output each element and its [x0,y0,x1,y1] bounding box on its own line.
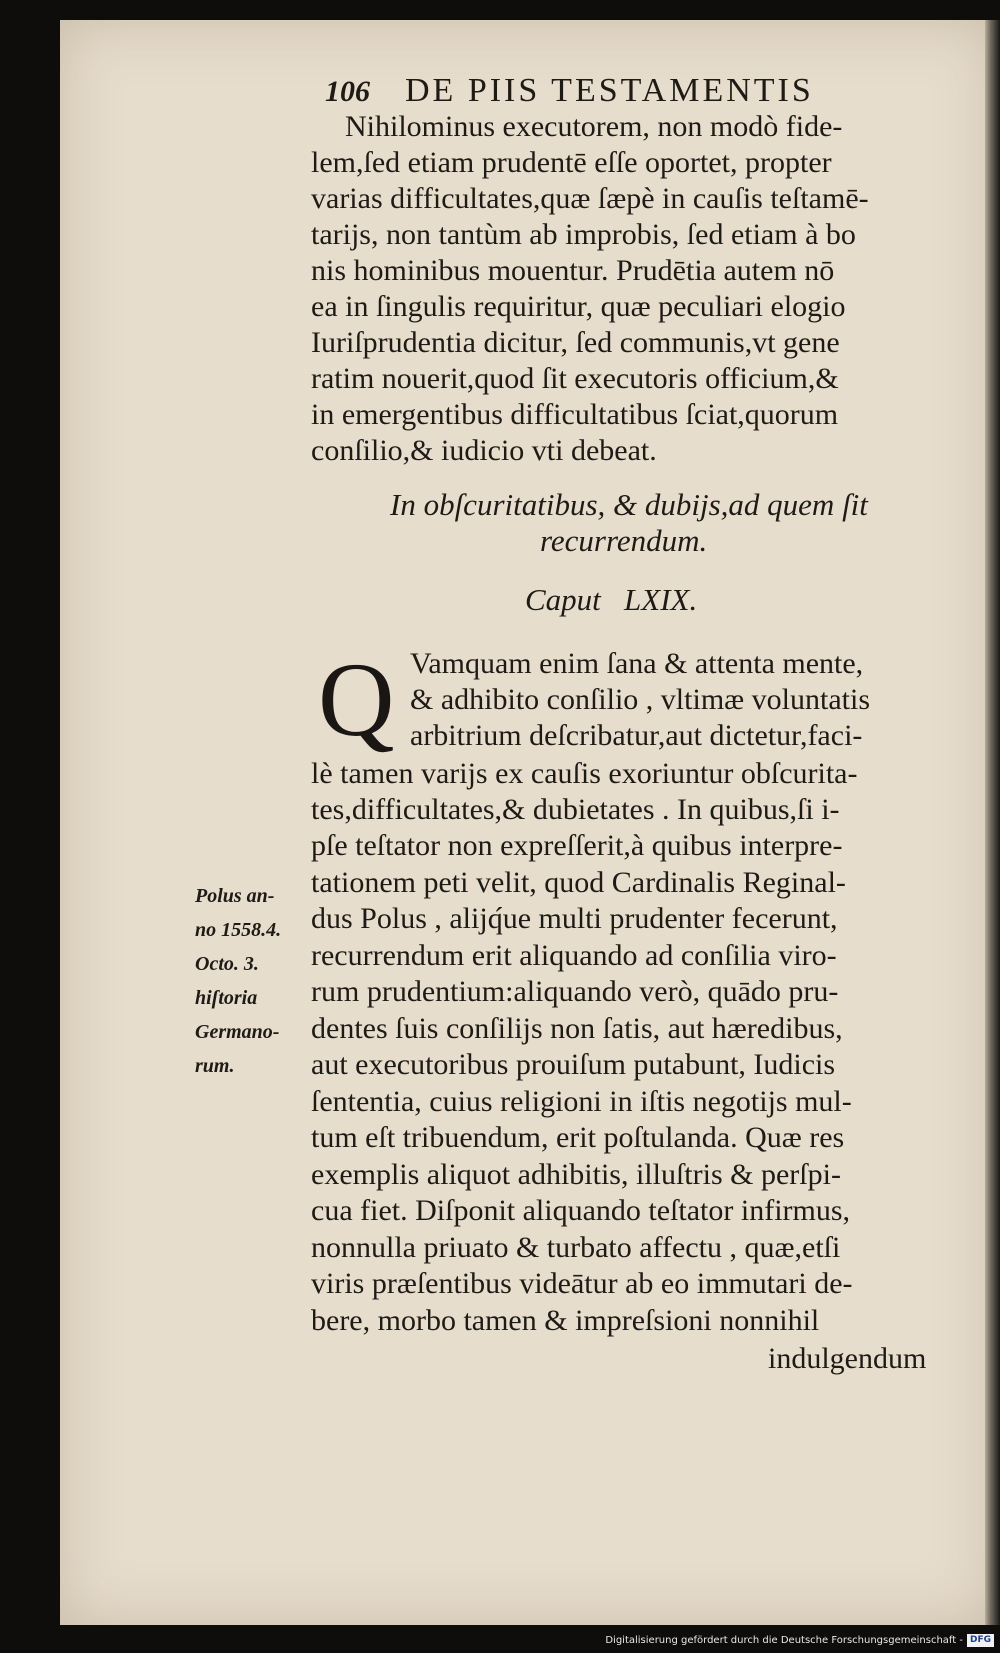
text-line: & adhibito conſilio , vltimæ voluntatis [410,683,870,716]
text-line: nis hominibus mouentur. Prudētia autem nō [311,254,835,287]
text-line: cua fiet. Diſponit aliquando teſtator infirmus, [311,1194,851,1227]
marginal-note-line: hiſtoria [195,987,258,1009]
text-line: dentes ſuis conſilijs non ſatis, aut hæredibus, [311,1012,843,1045]
marginal-note-line: rum. [195,1055,235,1077]
text-line: Vamquam enim ſana & attenta mente, [410,647,864,680]
text-line: dus Polus , alijq́ue multi prudenter fecerunt, [311,902,838,935]
text-line: nonnulla priuato & turbato affectu , quæ,etſi [311,1231,841,1264]
page-number: 106 [325,75,370,108]
text-line: exemplis aliquot adhibitis, illuſtris & perſpi- [311,1158,841,1191]
text-line: rum prudentium:aliquando verò, quādo pru- [311,975,839,1008]
marginal-note-line: Polus an- [195,885,275,907]
page-edge [985,20,1000,1625]
text-line: conſilio,& iudicio vti debeat. [311,434,657,467]
text-line: lem,ſed etiam prudentē eſſe oportet, propter [311,146,832,179]
text-line: recurrendum erit aliquando ad conſilia viro- [311,939,837,972]
text-line: aut executoribus prouiſum putabunt, Iudicis [311,1048,836,1081]
text-line: pſe teſtator non expreſſerit,à quibus interpre- [311,829,843,862]
text-line: arbitrium deſcribatur,aut dictetur,faci- [410,719,863,752]
text-line: viris præſentibus videātur ab eo immutari de- [311,1267,853,1300]
text-line: tarijs, non tantùm ab improbis, ſed etiam à bo [311,218,856,251]
marginal-note-line: no 1558.4. [195,919,282,941]
text-line: tationem peti velit, quod Cardinalis Reginal- [311,866,846,899]
text-line: ratim nouerit,quod ſit executoris officium,& [311,362,839,395]
text-line: bere, morbo tamen & impreſsioni nonnihil [311,1304,820,1337]
text-line: ſententia, cuius religioni in iſtis negotijs mul- [311,1085,852,1118]
running-head [325,72,915,110]
text-line: in emergentibus difficultatibus ſciat,quorum [311,398,839,431]
section-heading-line-1: In obſcuritatibus, & dubijs,ad quem ſit [390,487,868,522]
text-line: tes,difficultates,& dubietates . In quibus,ſi i- [311,793,840,826]
text-line: Iuriſprudentia dicitur, ſed communis,vt gene [311,326,840,359]
marginal-note-line: Germano- [195,1021,280,1043]
drop-cap-initial: Q [318,641,395,758]
section-heading-line-2: recurrendum. [540,523,708,558]
text-line: varias difficultates,quæ ſæpè in cauſis teſtamē- [311,182,869,215]
text-line: ea in ſingulis requiritur, quæ peculiari elogio [311,290,846,323]
text-line: Nihilominus executorem, non modò fide- [345,110,843,143]
text-line: tum eſt tribuendum, erit poſtulanda. Quæ res [311,1121,845,1154]
footer-text: Digitalisierung gefördert durch die Deutsche Forschungsgemeinschaft - [605,1635,963,1646]
text-line: lè tamen varijs ex cauſis exoriuntur obſcurita- [311,757,858,790]
chapter-heading: Caput LXIX. [525,582,698,617]
catchword: indulgendum [768,1342,927,1375]
marginal-note-line: Octo. 3. [195,953,259,975]
running-title: DE PIIS TESTAMENTIS [405,72,814,109]
dfg-logo: DFG [967,1634,994,1647]
digitization-footer [605,1634,994,1647]
